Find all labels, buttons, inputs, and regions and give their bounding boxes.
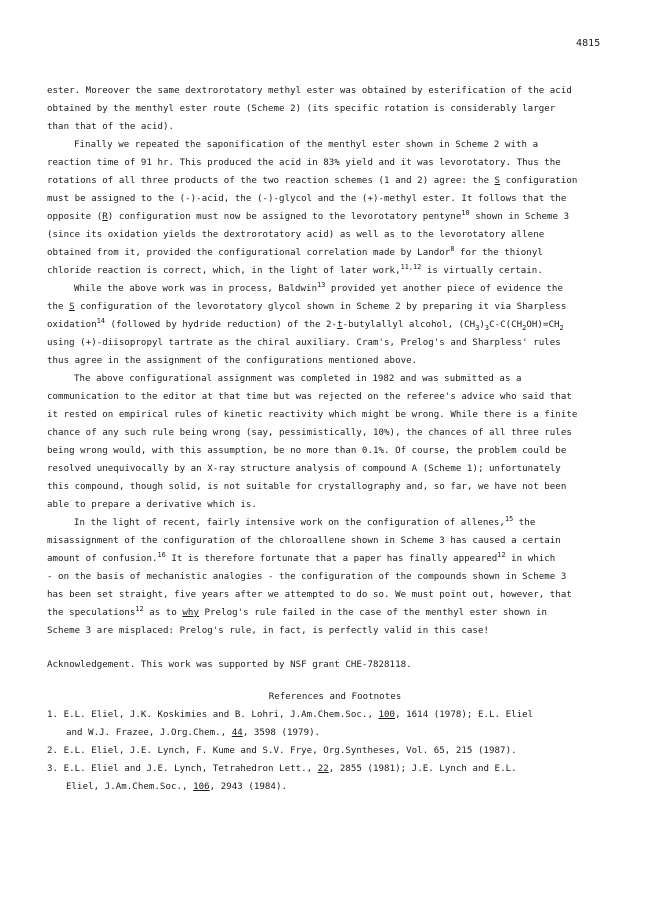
- text-span: in which: [505, 554, 556, 564]
- text-line: [47, 316, 625, 334]
- text-line: misassignment of the configuration of the chloroallene shown in Scheme 3 has caused a certain: [47, 536, 561, 546]
- subscript: 2: [522, 324, 527, 332]
- text-span: opposite (: [47, 212, 103, 222]
- subscript: 3: [484, 324, 490, 332]
- text-line: (since its oxidation yields the dextrorotatory acid) as well as to the levorotatory allene: [47, 230, 545, 240]
- text-line: [47, 550, 625, 568]
- text-line: [47, 298, 625, 316]
- text-span: Prelog's rule failed in the case of the menthyl ester shown in: [198, 608, 548, 618]
- text-span: configuration of the levorotatory glycol shown in Scheme 2 by preparing it via Sharpless: [74, 302, 567, 312]
- text-line: [47, 514, 625, 532]
- text-line: reaction time of 91 hr. This produced the acid in 83% yield and it was levorotatory. Thus the: [47, 158, 561, 168]
- text-line: being wrong would, with this assumption, be no more than 0.1%. Of course, the problem could be: [47, 446, 567, 456]
- text-span: Eliel, J.Am.Chem.Soc.,: [66, 782, 194, 792]
- text-span: While the above work was in process, Baldwin: [74, 284, 318, 294]
- text-line: must be assigned to the (-)-acid, the (-)-glycol and the (+)-methyl ester. It follows that the: [47, 194, 567, 204]
- volume-number: 22: [317, 764, 329, 774]
- text-line: [47, 244, 625, 262]
- text-span: is virtually certain.: [421, 266, 543, 276]
- text-line: using (+)-diisopropyl tartrate as the chiral auxiliary. Cram's, Prelog's and Sharpless' rules: [47, 338, 561, 348]
- text-line: obtained by the menthyl ester route (Scheme 2) (its specific rotation is considerably larger: [47, 104, 556, 114]
- text-line: [47, 724, 625, 742]
- text-span: and W.J. Frazee, J.Org.Chem.,: [66, 728, 232, 738]
- text-line: [47, 604, 625, 622]
- text-line: has been set straight, five years after we attempted to do so. We must point out, however, that: [47, 590, 572, 600]
- text-span: as to: [143, 608, 183, 618]
- tert-prefix: t: [337, 320, 343, 330]
- text-span: chloride reaction is correct, which, in the light of later work,: [47, 266, 401, 276]
- text-line: [47, 778, 625, 796]
- text-line: chance of any such rule being wrong (say, pessimistically, 10%), the chances of all three rules: [47, 428, 572, 438]
- text-line: communication to the editor at that time but was rejected on the referee's advice who said that: [47, 392, 572, 402]
- text-span: It is therefore fortunate that a paper has finally appeared: [165, 554, 498, 564]
- text-span: 3. E.L. Eliel and J.E. Lynch, Tetrahedron Lett.,: [47, 764, 318, 774]
- text-span: C-C(CH: [489, 320, 523, 330]
- text-line: [47, 280, 625, 298]
- citation-superscript: 15: [504, 515, 514, 523]
- citation-superscript: 11,12: [400, 263, 422, 271]
- text-span: 1. E.L. Eliel, J.K. Koskimies and B. Lohri, J.Am.Chem.Soc.,: [47, 710, 379, 720]
- volume-number: 44: [231, 728, 243, 738]
- text-span: ) configuration must now be assigned to the levorotatory pentyne: [107, 212, 462, 222]
- volume-number: 100: [378, 710, 396, 720]
- article-body: [47, 82, 625, 796]
- reference-item: [47, 742, 625, 760]
- stereo-descriptor-r: R: [102, 212, 108, 222]
- text-line: [47, 706, 625, 724]
- citation-superscript: 13: [317, 281, 326, 289]
- text-span: obtained from it, provided the configurational correlation made by Landor: [47, 248, 451, 258]
- text-line: [47, 262, 625, 280]
- paragraph-1: [47, 82, 625, 136]
- text-line: [47, 172, 625, 190]
- stereo-descriptor-s: S: [69, 302, 75, 312]
- text-line: ester. Moreover the same dextrorotatory methyl ester was obtained by esterification of the acid: [47, 86, 572, 96]
- citation-superscript: 14: [96, 317, 106, 325]
- text-span: the: [513, 518, 536, 528]
- text-span: configuration: [500, 176, 578, 186]
- text-line: resolved unequivocally by an X-ray structure analysis of compound A (Scheme 1); unfortunately: [47, 464, 561, 474]
- paragraph-2: [47, 136, 625, 280]
- text-line: [47, 760, 625, 778]
- text-span: , 2943 (1984).: [209, 782, 288, 792]
- paragraph-4: [47, 370, 625, 514]
- citation-superscript: 8: [450, 245, 455, 253]
- text-span: amount of confusion.: [47, 554, 158, 564]
- text-line: - on the basis of mechanistic analogies - the configuration of the compounds shown in Scheme 3: [47, 572, 567, 582]
- text-line: 2. E.L. Eliel, J.E. Lynch, F. Kume and S.V. Frye, Org.Syntheses, Vol. 65, 215 (1987).: [47, 746, 517, 756]
- text-span: for the thionyl: [454, 248, 543, 258]
- citation-superscript: 16: [157, 551, 166, 559]
- reference-item: [47, 760, 625, 796]
- text-line: The above configurational assignment was completed in 1982 and was submitted as a: [74, 374, 522, 384]
- text-span: rotations of all three products of the two reaction schemes (1 and 2) agree: the: [47, 176, 495, 186]
- text-span: oxidation: [47, 320, 97, 330]
- emphasis-why: why: [182, 608, 199, 618]
- text-line: it rested on empirical rules of kinetic reactivity which might be wrong. While there is a finite: [47, 410, 578, 420]
- text-line: able to prepare a derivative which is.: [47, 500, 257, 510]
- text-span: OH)=CH: [526, 320, 560, 330]
- text-line: Scheme 3 are misplaced: Prelog's rule, in fact, is perfectly valid in this case!: [47, 626, 489, 636]
- text-span: the speculations: [47, 608, 136, 618]
- citation-superscript: 12: [135, 605, 144, 613]
- text-span: the: [47, 302, 70, 312]
- references-list: [47, 706, 625, 796]
- stereo-descriptor-s: S: [494, 176, 501, 186]
- text-span: , 3598 (1979).: [242, 728, 321, 738]
- text-line: [47, 208, 625, 226]
- text-span: (followed by hydride reduction) of the 2-: [105, 320, 338, 330]
- paragraph-3: [47, 280, 625, 370]
- reference-item: [47, 706, 625, 742]
- text-span: , 2855 (1981); J.E. Lynch and E.L.: [328, 764, 517, 774]
- text-span: ): [479, 320, 485, 330]
- text-line: Finally we repeated the saponification of the menthyl ester shown in Scheme 2 with a: [74, 140, 539, 150]
- citation-superscript: 10: [461, 209, 470, 217]
- volume-number: 106: [193, 782, 210, 792]
- subscript: 2: [559, 324, 564, 332]
- page-number: 4815: [576, 38, 601, 49]
- text-span: , 1614 (1978); E.L. Eliel: [395, 710, 534, 720]
- acknowledgement: Acknowledgement. This work was supported by NSF grant CHE-7828118.: [47, 660, 412, 670]
- citation-superscript: 12: [497, 551, 506, 559]
- text-span: In the light of recent, fairly intensive work on the configuration of allenes,: [74, 518, 505, 528]
- text-span: -butylallyl alcohol, (CH: [342, 320, 476, 330]
- subscript: 3: [475, 324, 480, 332]
- text-line: than that of the acid).: [47, 122, 175, 132]
- references-heading: References and Footnotes: [268, 692, 402, 702]
- text-line: thus agree in the assignment of the configurations mentioned above.: [47, 356, 418, 366]
- text-span: shown in Scheme 3: [469, 212, 570, 222]
- paragraph-5: [47, 514, 625, 640]
- text-span: provided yet another piece of evidence the: [325, 284, 563, 294]
- text-line: this compound, though solid, is not suitable for crystallography and, so far, we have not been: [47, 482, 567, 492]
